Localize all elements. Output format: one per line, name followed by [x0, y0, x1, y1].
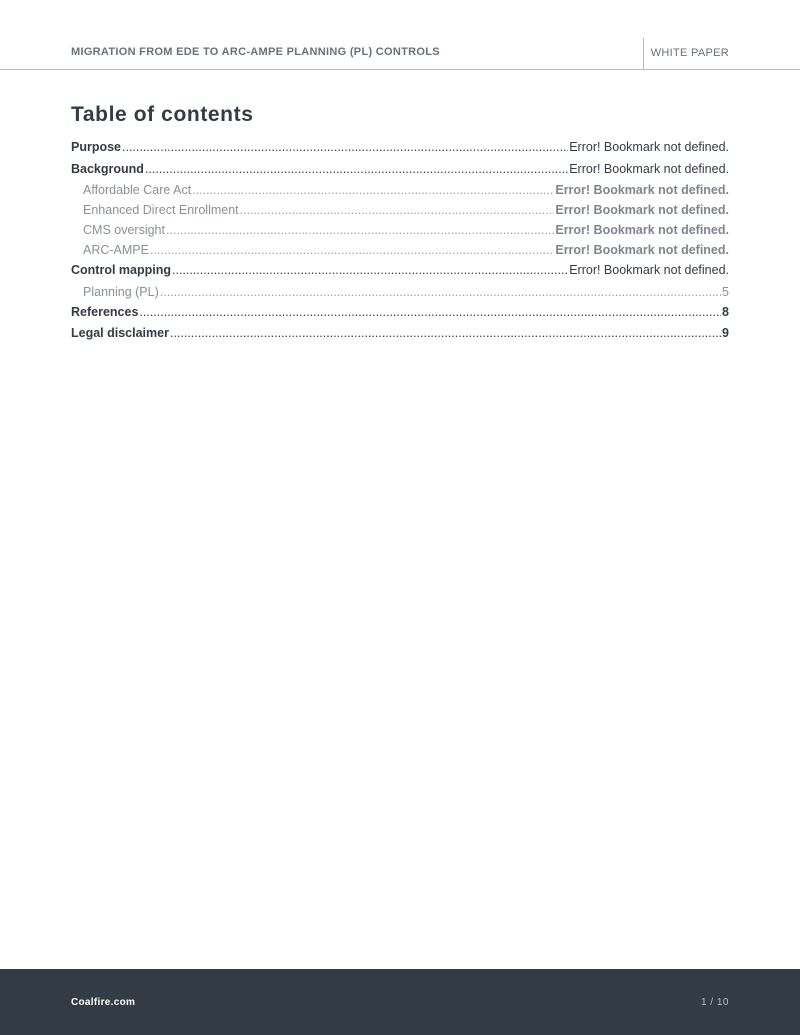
- toc-entry-enhanced-direct-enrollment[interactable]: [71, 203, 729, 223]
- toc-entry-label: Purpose: [71, 140, 122, 154]
- toc-dot-leader: [170, 326, 721, 340]
- toc-entry-affordable-care-act[interactable]: [71, 183, 729, 203]
- document-title: MIGRATION FROM EDE TO ARC-AMPE PLANNING (PL) CONTROLS: [71, 46, 440, 58]
- toc-entry-background[interactable]: [71, 162, 729, 184]
- toc-entry-label: Planning (PL): [83, 284, 159, 299]
- toc-entry-page: 5: [722, 284, 729, 299]
- page-number-indicator: 1 / 10: [700, 997, 729, 1008]
- toc-entry-page: Error! Bookmark not defined.: [555, 223, 729, 237]
- toc-entry-label: Background: [71, 161, 144, 176]
- toc-dot-leader: [145, 162, 568, 176]
- toc-entry-page: Error! Bookmark not defined.: [569, 161, 729, 176]
- toc-entry-label: Control mapping: [71, 263, 171, 277]
- table-of-contents: [71, 140, 729, 348]
- toc-heading: Table of contents: [71, 103, 254, 126]
- toc-dot-leader: [166, 223, 554, 237]
- toc-dot-leader: [172, 263, 568, 277]
- toc-entry-page: 8: [722, 304, 729, 319]
- toc-dot-leader: [139, 305, 721, 319]
- toc-dot-leader: [160, 285, 721, 299]
- toc-entry-purpose[interactable]: [71, 140, 729, 162]
- toc-entry-planning-pl[interactable]: [71, 285, 729, 305]
- toc-entry-control-mapping[interactable]: [71, 263, 729, 285]
- toc-entry-page: 9: [722, 326, 729, 340]
- toc-entry-arc-ampe[interactable]: [71, 243, 729, 263]
- toc-entry-page: Error! Bookmark not defined.: [555, 243, 729, 257]
- footer-website-link[interactable]: Coalfire.com: [71, 997, 136, 1008]
- page-footer: [0, 969, 800, 1035]
- header-divider: [643, 38, 644, 70]
- toc-entry-label: Affordable Care Act: [83, 183, 192, 197]
- toc-entry-page: Error! Bookmark not defined.: [555, 183, 729, 197]
- toc-entry-label: CMS oversight: [83, 223, 165, 237]
- toc-entry-page: Error! Bookmark not defined.: [555, 203, 729, 217]
- page-header: [0, 0, 800, 70]
- toc-entry-label: Legal disclaimer: [71, 326, 169, 340]
- toc-entry-legal-disclaimer[interactable]: [71, 326, 729, 348]
- toc-dot-leader: [192, 183, 554, 197]
- document-type-label: WHITE PAPER: [650, 47, 729, 59]
- toc-entry-page: Error! Bookmark not defined.: [569, 140, 729, 154]
- toc-entry-page: Error! Bookmark not defined.: [569, 263, 729, 277]
- toc-entry-references[interactable]: [71, 305, 729, 327]
- toc-dot-leader: [150, 243, 554, 257]
- toc-entry-cms-oversight[interactable]: [71, 223, 729, 243]
- toc-dot-leader: [122, 140, 568, 154]
- toc-entry-label: References: [71, 304, 139, 319]
- toc-entry-label: Enhanced Direct Enrollment: [83, 203, 239, 217]
- toc-entry-label: ARC-AMPE: [83, 243, 149, 257]
- toc-dot-leader: [240, 203, 555, 217]
